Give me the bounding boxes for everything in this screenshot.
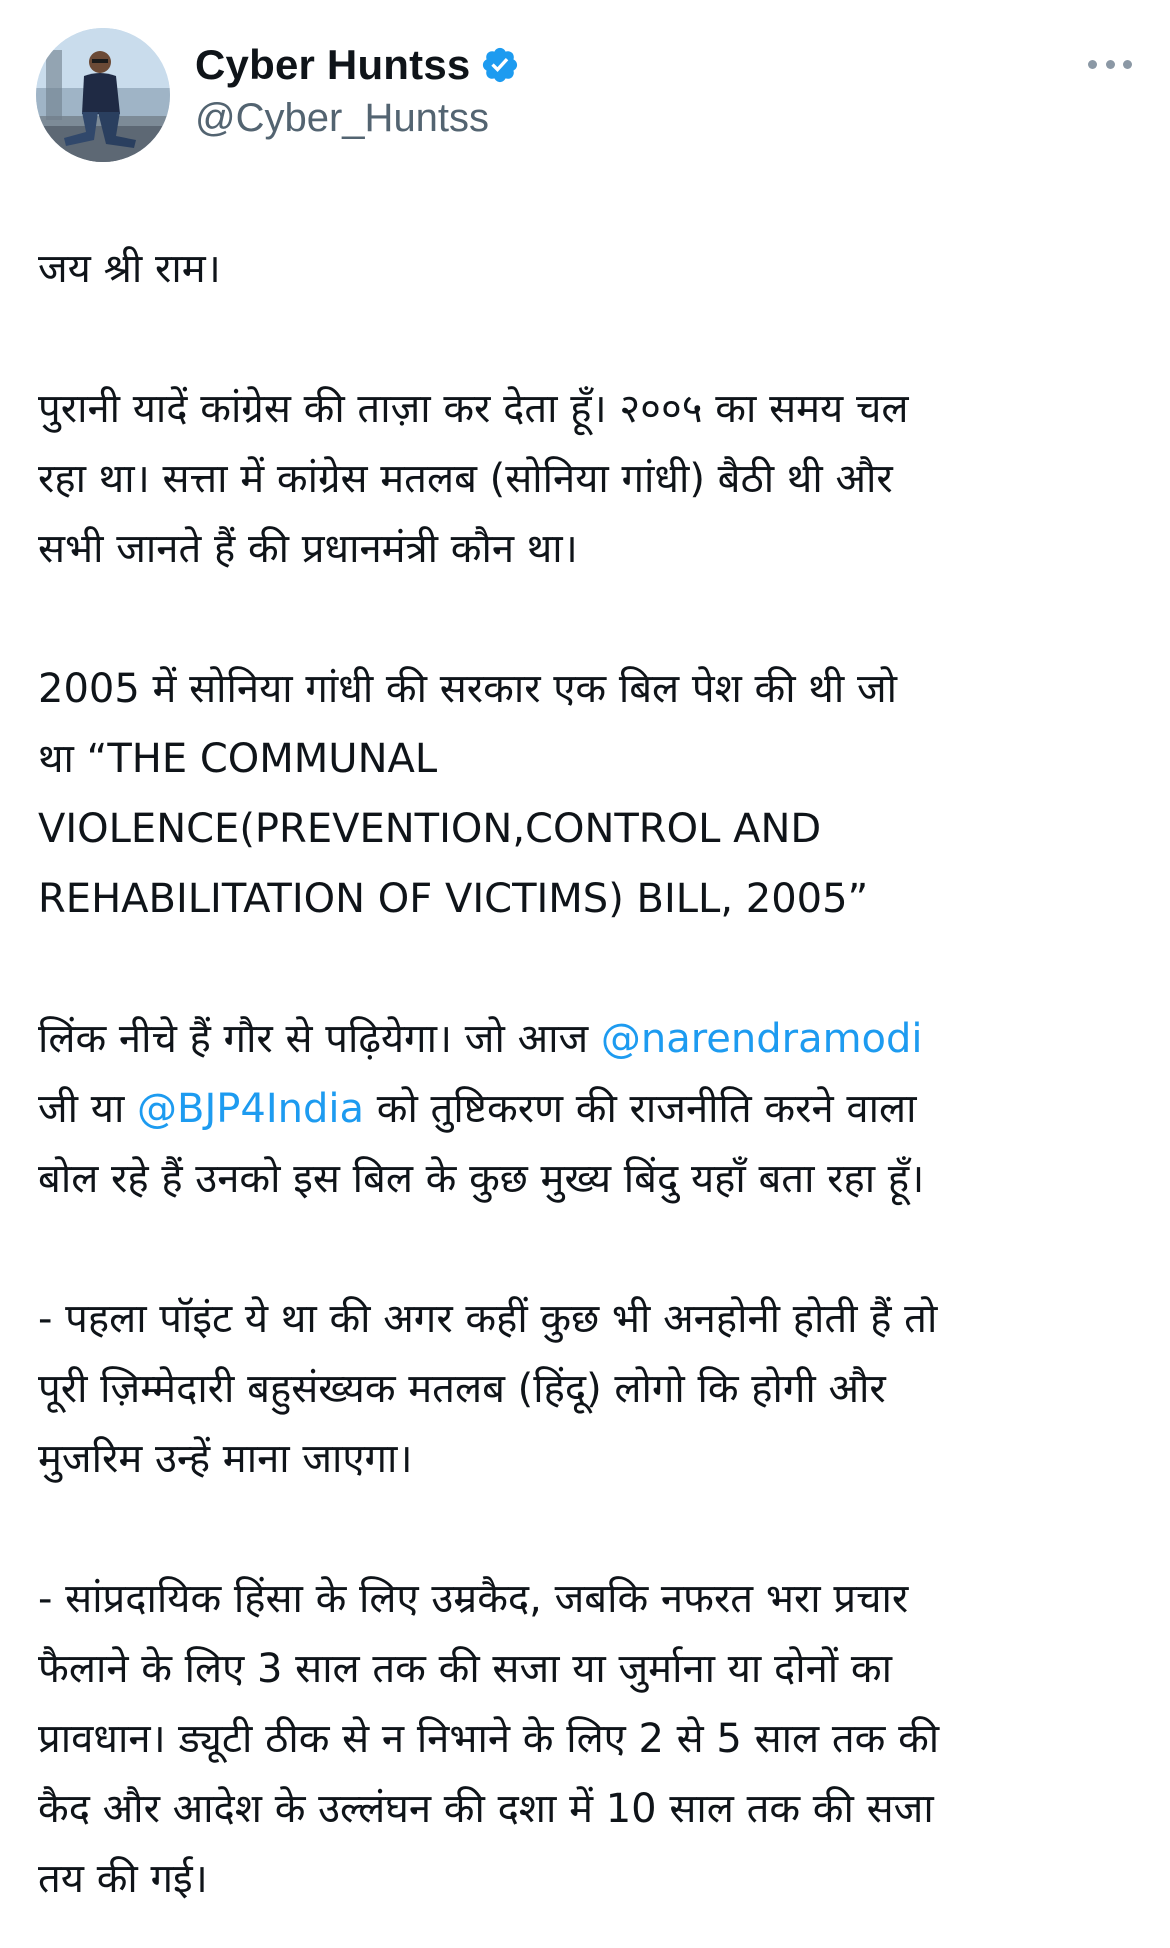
tweet-line bbox=[38, 864, 1138, 934]
tweet-text-segment: सभी जानते हैं की प्रधानमंत्री कौन था। bbox=[38, 526, 578, 572]
tweet-line bbox=[38, 1844, 1138, 1914]
tweet-line bbox=[38, 654, 1138, 724]
tweet-text-segment: मुजरिम उन्हें माना जाएगा। bbox=[38, 1436, 413, 1482]
tweet-text-segment: जी या bbox=[38, 1086, 138, 1132]
author-identity bbox=[195, 38, 520, 141]
tweet-line bbox=[38, 234, 1138, 304]
tweet-header bbox=[0, 0, 1170, 200]
tweet-text-segment: तय की गई। bbox=[38, 1856, 208, 1902]
tweet-text-segment: लिंक नीचे हैं गौर से पढ़ियेगा। जो आज bbox=[38, 1016, 601, 1062]
tweet-line bbox=[38, 1634, 1138, 1704]
tweet-paragraph bbox=[38, 374, 1138, 584]
tweet-text-segment: पूरी ज़िम्मेदारी बहुसंख्यक मतलब (हिंदू) लोगो कि होगी और bbox=[38, 1366, 886, 1412]
dot-icon bbox=[1123, 60, 1132, 69]
dot-icon bbox=[1106, 60, 1115, 69]
tweet-paragraph bbox=[38, 1564, 1138, 1914]
tweet-line bbox=[38, 1424, 1138, 1494]
avatar[interactable] bbox=[36, 28, 170, 162]
tweet-line bbox=[38, 724, 1138, 794]
tweet-line bbox=[38, 1704, 1138, 1774]
tweet-text-segment: पुरानी यादें कांग्रेस की ताज़ा कर देता हूँ। २००५ का समय चल bbox=[38, 386, 909, 432]
tweet-text-segment: था “THE COMMUNAL bbox=[38, 736, 438, 782]
tweet-text-segment: VIOLENCE(PREVENTION,CONTROL AND bbox=[38, 806, 822, 852]
tweet-line bbox=[38, 1284, 1138, 1354]
tweet-paragraph bbox=[38, 234, 1138, 304]
tweet-line bbox=[38, 1004, 1138, 1074]
tweet-line bbox=[38, 1774, 1138, 1844]
dot-icon bbox=[1088, 60, 1097, 69]
tweet-text-segment: - सांप्रदायिक हिंसा के लिए उम्रकैद, जबकि नफरत भरा प्रचार bbox=[38, 1576, 909, 1622]
tweet-text-segment: फैलाने के लिए 3 साल तक की सजा या जुर्माना या दोनों का bbox=[38, 1646, 892, 1692]
tweet-text-segment: REHABILITATION OF VICTIMS) BILL, 2005” bbox=[38, 876, 869, 922]
tweet-text-segment: बोल रहे हैं उनको इस बिल के कुछ मुख्य बिंदु यहाँ बता रहा हूँ। bbox=[38, 1156, 925, 1202]
more-options-icon[interactable] bbox=[1088, 52, 1132, 76]
tweet-text bbox=[38, 234, 1138, 1914]
tweet-line bbox=[38, 1074, 1138, 1144]
tweet-line bbox=[38, 1144, 1138, 1214]
mention-link[interactable]: @BJP4India bbox=[137, 1086, 365, 1132]
tweet-paragraph bbox=[38, 654, 1138, 934]
mention-link[interactable]: @narendramodi bbox=[600, 1016, 923, 1062]
tweet-line bbox=[38, 1354, 1138, 1424]
display-name[interactable]: Cyber Huntss bbox=[195, 41, 471, 88]
tweet-text-segment: 2005 में सोनिया गांधी की सरकार एक बिल पेश की थी जो bbox=[38, 666, 897, 712]
tweet-paragraph bbox=[38, 1284, 1138, 1494]
tweet-line bbox=[38, 794, 1138, 864]
tweet-text-segment: को तुष्टिकरण की राजनीति करने वाला bbox=[364, 1086, 917, 1132]
tweet-text-segment: - पहला पॉइंट ये था की अगर कहीं कुछ भी अनहोनी होती हैं तो bbox=[38, 1296, 938, 1342]
author-handle[interactable]: @Cyber_Huntss bbox=[195, 96, 490, 140]
tweet-text-segment: कैद और आदेश के उल्लंघन की दशा में 10 साल तक की सजा bbox=[38, 1786, 934, 1832]
tweet-text-segment: रहा था। सत्ता में कांग्रेस मतलब (सोनिया गांधी) बैठी थी और bbox=[38, 456, 893, 502]
profile-photo-icon bbox=[36, 28, 170, 162]
tweet-paragraph bbox=[38, 1004, 1138, 1214]
tweet-text-segment: जय श्री राम। bbox=[38, 246, 221, 292]
tweet-line bbox=[38, 514, 1138, 584]
tweet-line bbox=[38, 444, 1138, 514]
tweet-line bbox=[38, 1564, 1138, 1634]
tweet-text-segment: प्रावधान। ड्यूटी ठीक से न निभाने के लिए 2 से 5 साल तक की bbox=[38, 1716, 940, 1762]
tweet-line bbox=[38, 374, 1138, 444]
verified-badge-icon bbox=[480, 45, 520, 85]
name-row bbox=[195, 38, 520, 92]
